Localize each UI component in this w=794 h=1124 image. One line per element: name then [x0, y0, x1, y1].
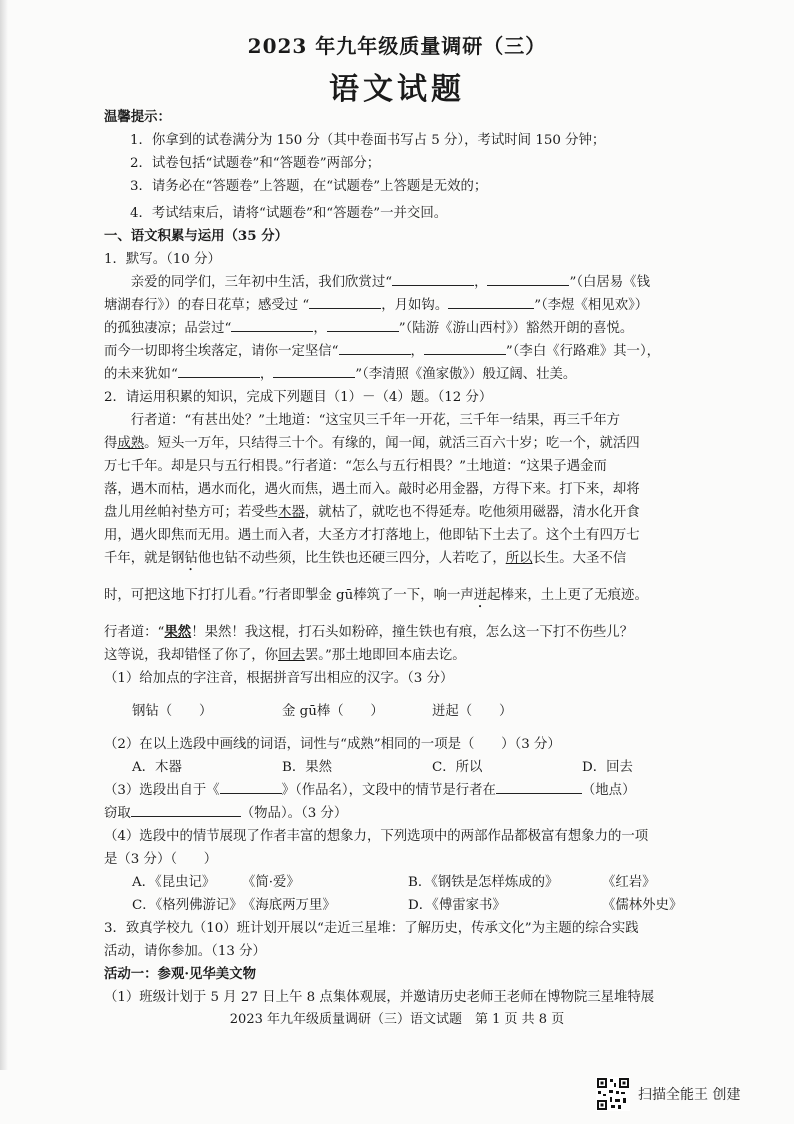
answer-blank[interactable]: [496, 779, 582, 794]
choice-option[interactable]: D．回去: [582, 760, 633, 775]
q1-text: ，: [259, 367, 274, 382]
answer-blank[interactable]: [424, 340, 506, 355]
spacer: [104, 574, 724, 584]
sub-question: 是（3 分）（ ）: [104, 852, 218, 867]
q1-text: ，: [410, 344, 424, 359]
spacer: [104, 723, 724, 733]
answer-blank[interactable]: [273, 363, 355, 378]
q1-line: [104, 271, 724, 294]
q1-line: [104, 294, 724, 317]
subject-title: 语文试题: [329, 72, 465, 107]
activity-heading: 活动一：参观·见华美文物: [104, 966, 256, 982]
passage-line: 落，遇木而枯，遇水而化，遇火而焦，遇土而入。敲时必用金器，方得下来。打下来，却将: [104, 482, 640, 497]
q1-line: [104, 363, 724, 386]
underlined-word: 成熟: [117, 436, 145, 451]
qr-code-icon: [596, 1077, 630, 1111]
sub-question: （4）选段中的情节展现了作者丰富的想象力，下列选项中的两部作品都极富有想象力的一项: [104, 829, 649, 844]
passage-line: 用，遇火即焦而无用。遇土而入者，大圣方才打落地上，他即钻下土去了。这个土有四万七: [104, 528, 640, 543]
answer-blank[interactable]: [448, 294, 534, 309]
sub-question: （1）班级计划于 5 月 27 日上午 8 点集体观展，并邀请历史老师王老师在博物院三星堆特展: [104, 990, 655, 1005]
choice-option[interactable]: D．《傅雷家书》: [408, 898, 506, 913]
page-footer: 2023 年九年级质量调研（三）语文试题 第 1 页 共 8 页: [229, 1012, 565, 1027]
tip-item: 4．考试结束后，请将“试题卷”和“答题卷”一并交回。: [130, 206, 448, 221]
passage-text: 。短头一万年，只结得三十个。有缘的，闻一闻，就活三百六十岁；吃一个，就活四: [144, 436, 640, 451]
answer-blank[interactable]: [309, 294, 381, 309]
passage-line: [104, 584, 724, 611]
q1-text: ，月如钩。: [381, 298, 449, 313]
answer-blank[interactable]: [231, 317, 313, 332]
q1-line: [104, 340, 724, 363]
pinyin-item[interactable]: 金 gū棒（ ）: [282, 704, 384, 719]
passage-text: 千年，就是钢: [104, 551, 185, 566]
answer-blank[interactable]: [220, 779, 282, 794]
passage-text: ，就枯了，就吃也不得延寿。吃他须用磁器，清水化开食: [304, 505, 640, 520]
question-text: （地点）: [581, 783, 636, 798]
choice-option[interactable]: B．《钢铁是怎样炼成的》: [408, 875, 559, 890]
choice-options: [104, 756, 724, 779]
sub-question: （2）在以上选段中画线的词语，词性与“成熟”相同的一项是（ ）（3 分）: [104, 737, 561, 752]
dotted-char: 迸: [473, 588, 488, 603]
passage-line: [104, 547, 724, 574]
q1-text: 塘湖春行》）的春日花草；感受过 “: [104, 298, 310, 313]
question-text: 》（作品名），文段中的情节是行者在: [281, 783, 496, 798]
choice-option: 《海底两万里》: [242, 898, 336, 913]
sub-question: [104, 802, 724, 825]
spacer: [104, 690, 724, 700]
tip-item: 1．你拿到的试卷满分为 150 分（其中卷面书写占 5 分），考试时间 150 分钟；: [130, 133, 606, 148]
exam-content: [104, 106, 724, 1009]
answer-blank[interactable]: [392, 271, 474, 286]
question-text: （物品）。（3 分）: [240, 806, 348, 821]
choice-option[interactable]: B．果然: [282, 760, 333, 775]
choice-option: 《简·爱》: [242, 875, 300, 890]
scanner-watermark: [596, 1076, 740, 1112]
answer-blank[interactable]: [339, 340, 411, 355]
question-3-heading: 3．致真学校九（10）班计划开展以“走近三星堆：了解历史，传承文化”为主题的综合实践: [104, 921, 639, 936]
q1-text: ”（李煜《相见欢》）: [534, 298, 649, 313]
answer-blank[interactable]: [131, 802, 241, 817]
passage-text: 这等说，我却错怪了你了，你: [104, 648, 279, 663]
spacer: [104, 611, 724, 621]
q1-text: ”（白居易《钱: [569, 275, 650, 290]
section-heading: 一、语文积累与运用（35 分）: [104, 228, 288, 244]
passage-text: 罢。”那土地即回本庙去讫。: [304, 648, 466, 663]
q1-line: [104, 317, 724, 340]
passage-text: ！果然！我这棍，打石头如粉碎，撞生铁也有痕，怎么这一下打不伤些儿？: [191, 625, 634, 640]
tip-item: 3．请务必在“答题卷”上答题，在“试题卷”上答题是无效的；: [130, 179, 488, 194]
watermark-text: 扫描全能王 创建: [638, 1087, 741, 1103]
underlined-word: 木器: [278, 505, 305, 520]
choice-option[interactable]: C．《格列佛游记》: [132, 898, 243, 913]
passage-line: [104, 432, 724, 455]
tips-heading: 温馨提示：: [104, 109, 171, 125]
pinyin-items: [104, 700, 724, 723]
pinyin: gū: [336, 588, 354, 603]
q1-text: 而今一切即将尘埃落定，请你一定坚信“: [104, 344, 339, 359]
pinyin-item[interactable]: 钢钻（ ）: [132, 704, 213, 719]
passage-text: 时，可把这地下打打儿看。”行者即掣金: [104, 588, 337, 603]
q1-text: ，: [474, 275, 488, 290]
choice-option: 《红岩》: [602, 875, 656, 890]
sub-question: [104, 779, 724, 802]
underlined-word: 回去: [278, 648, 305, 663]
passage-line: 行者道：“有甚出处？”土地道：“这宝贝三千年一开花，三千年一结果，再三千年方: [130, 413, 621, 428]
question-text: 窃取: [104, 806, 131, 821]
passage-text: 他也钻不动些须，比生铁也还硬三四分，人若吃了，: [197, 551, 506, 566]
q1-text: ，: [313, 321, 327, 336]
passage-text: 盘儿用丝帕衬垫方可；若受些: [104, 505, 279, 520]
answer-blank[interactable]: [178, 363, 260, 378]
passage-text: 行者道：“: [104, 625, 165, 640]
q1-text: 的孤独凄凉；品尝过“: [104, 321, 232, 336]
passage-text: 得: [104, 436, 118, 451]
q1-text: ”（李白《行路难》其一），: [505, 344, 661, 359]
passage-text: 起棒来，土上更了无痕迹。: [487, 588, 648, 603]
answer-blank[interactable]: [327, 317, 399, 332]
passage-text: 长生。大圣不信: [532, 551, 627, 566]
choice-options: [104, 894, 724, 917]
tip-item: 2．试卷包括“试题卷”和“答题卷”两部分；: [130, 156, 381, 171]
choice-option[interactable]: A．木器: [132, 760, 182, 775]
underlined-word: 所以: [505, 551, 533, 566]
dotted-char: 钻: [184, 551, 198, 566]
answer-blank[interactable]: [487, 271, 569, 286]
question-1-heading: 1．默写。（10 分）: [104, 252, 221, 267]
underlined-word: 果然: [164, 624, 192, 640]
q1-text: 亲爱的同学们，三年初中生活，我们欣赏过“: [130, 275, 393, 290]
question-3-heading: 活动，请你参加。（13 分）: [104, 944, 266, 959]
q1-text: 的未来犹如“: [104, 367, 178, 382]
choice-options: [104, 871, 724, 894]
passage-line: [104, 501, 724, 524]
exam-title: 2023 年九年级质量调研（三）: [247, 34, 547, 58]
passage-line: [104, 621, 724, 644]
question-text: （3）选段出自于《: [104, 783, 220, 798]
pinyin-item[interactable]: 迸起（ ）: [432, 704, 513, 719]
q1-text: ”（李清照《渔家傲》）般辽阔、壮美。: [355, 367, 577, 382]
passage-text: 棒筑了一下，响一声: [353, 588, 474, 603]
choice-option[interactable]: A．《昆虫记》: [132, 875, 216, 890]
q1-text: ”（陆游《游山西村》）豁然开朗的喜悦。: [398, 321, 634, 336]
sub-question: （1）给加点的字注音，根据拼音写出相应的汉字。（3 分）: [104, 671, 454, 686]
choice-option[interactable]: C．所以: [432, 760, 483, 775]
choice-option: 《儒林外史》: [602, 898, 683, 913]
passage-line: 万七千年。却是只与五行相畏。”行者道：“怎么与五行相畏？”土地道：“这果子遇金而: [104, 459, 607, 474]
scan-edge-shadow: [0, 0, 8, 1070]
question-2-heading: 2．请运用积累的知识，完成下列题目（1）－（4）题。（12 分）: [104, 390, 493, 405]
passage-line: [104, 644, 724, 667]
